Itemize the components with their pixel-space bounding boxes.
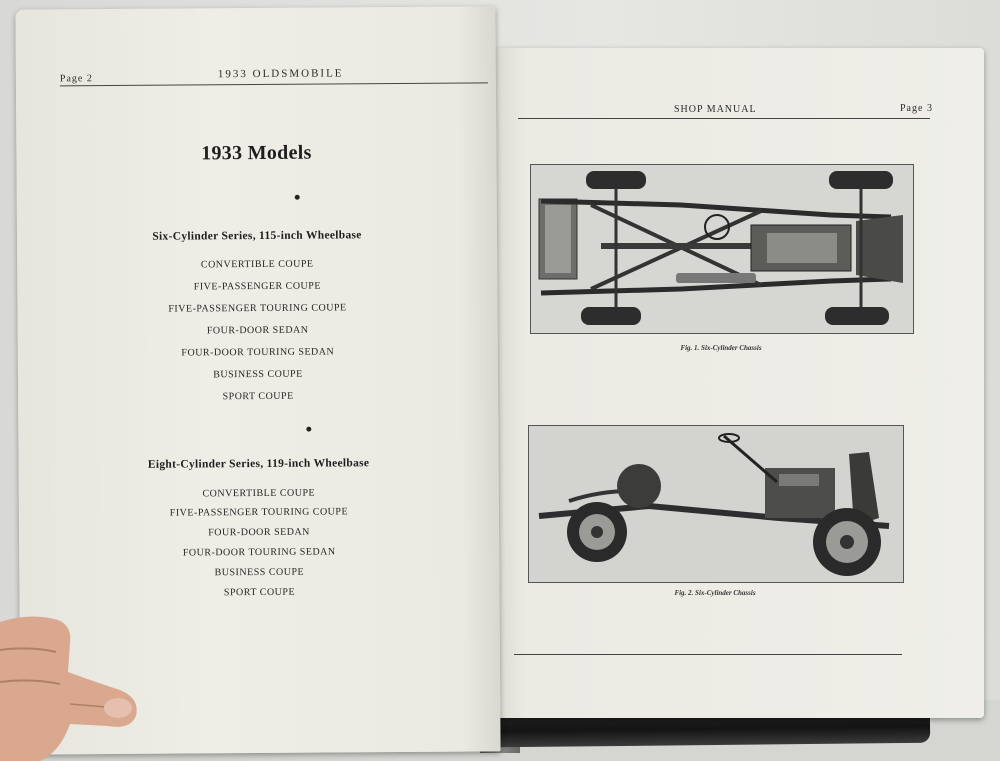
left-header-rule	[60, 82, 488, 86]
left-page-number: Page 2	[59, 73, 93, 85]
figure-2-caption: Fig. 2. Six-Cylinder Chassis	[674, 589, 756, 597]
right-header-rule	[518, 118, 930, 119]
list-item: SPORT COUPE	[222, 390, 294, 403]
list-item: FIVE-PASSENGER TOURING COUPE	[168, 302, 347, 315]
right-running-title: SHOP MANUAL	[674, 104, 757, 115]
chassis-top-view-image	[531, 165, 913, 333]
right-page	[496, 48, 984, 718]
separator-bullet	[295, 195, 300, 200]
six-cylinder-series-title: Six-Cylinder Series, 115-inch Wheelbase	[152, 229, 362, 243]
page-heading: 1933 Models	[201, 141, 312, 165]
list-item: SPORT COUPE	[223, 586, 296, 599]
list-item: FOUR-DOOR TOURING SEDAN	[182, 546, 336, 559]
list-item: BUSINESS COUPE	[214, 566, 305, 579]
list-item: FIVE-PASSENGER TOURING COUPE	[169, 506, 349, 519]
figure-2-photo	[528, 425, 904, 583]
left-running-title: 1933 OLDSMOBILE	[217, 67, 344, 81]
figure-1-photo	[530, 164, 914, 334]
hand-holding-page	[0, 612, 140, 761]
chassis-side-view-image	[529, 426, 903, 582]
list-item: FOUR-DOOR SEDAN	[206, 324, 309, 337]
list-item: FOUR-DOOR TOURING SEDAN	[181, 346, 335, 359]
eight-cylinder-series-title: Eight-Cylinder Series, 119-inch Wheelbase	[147, 457, 370, 471]
list-item: FIVE-PASSENGER COUPE	[193, 280, 321, 293]
separator-bullet	[306, 427, 311, 432]
list-item: BUSINESS COUPE	[213, 368, 303, 381]
list-item: CONVERTIBLE COUPE	[202, 487, 316, 500]
list-item: CONVERTIBLE COUPE	[200, 258, 314, 271]
figure-1-caption: Fig. 1. Six-Cylinder Chassis	[680, 344, 762, 352]
right-footer-rule	[514, 654, 902, 655]
right-page-number: Page 3	[900, 103, 933, 114]
list-item: FOUR-DOOR SEDAN	[208, 526, 310, 539]
